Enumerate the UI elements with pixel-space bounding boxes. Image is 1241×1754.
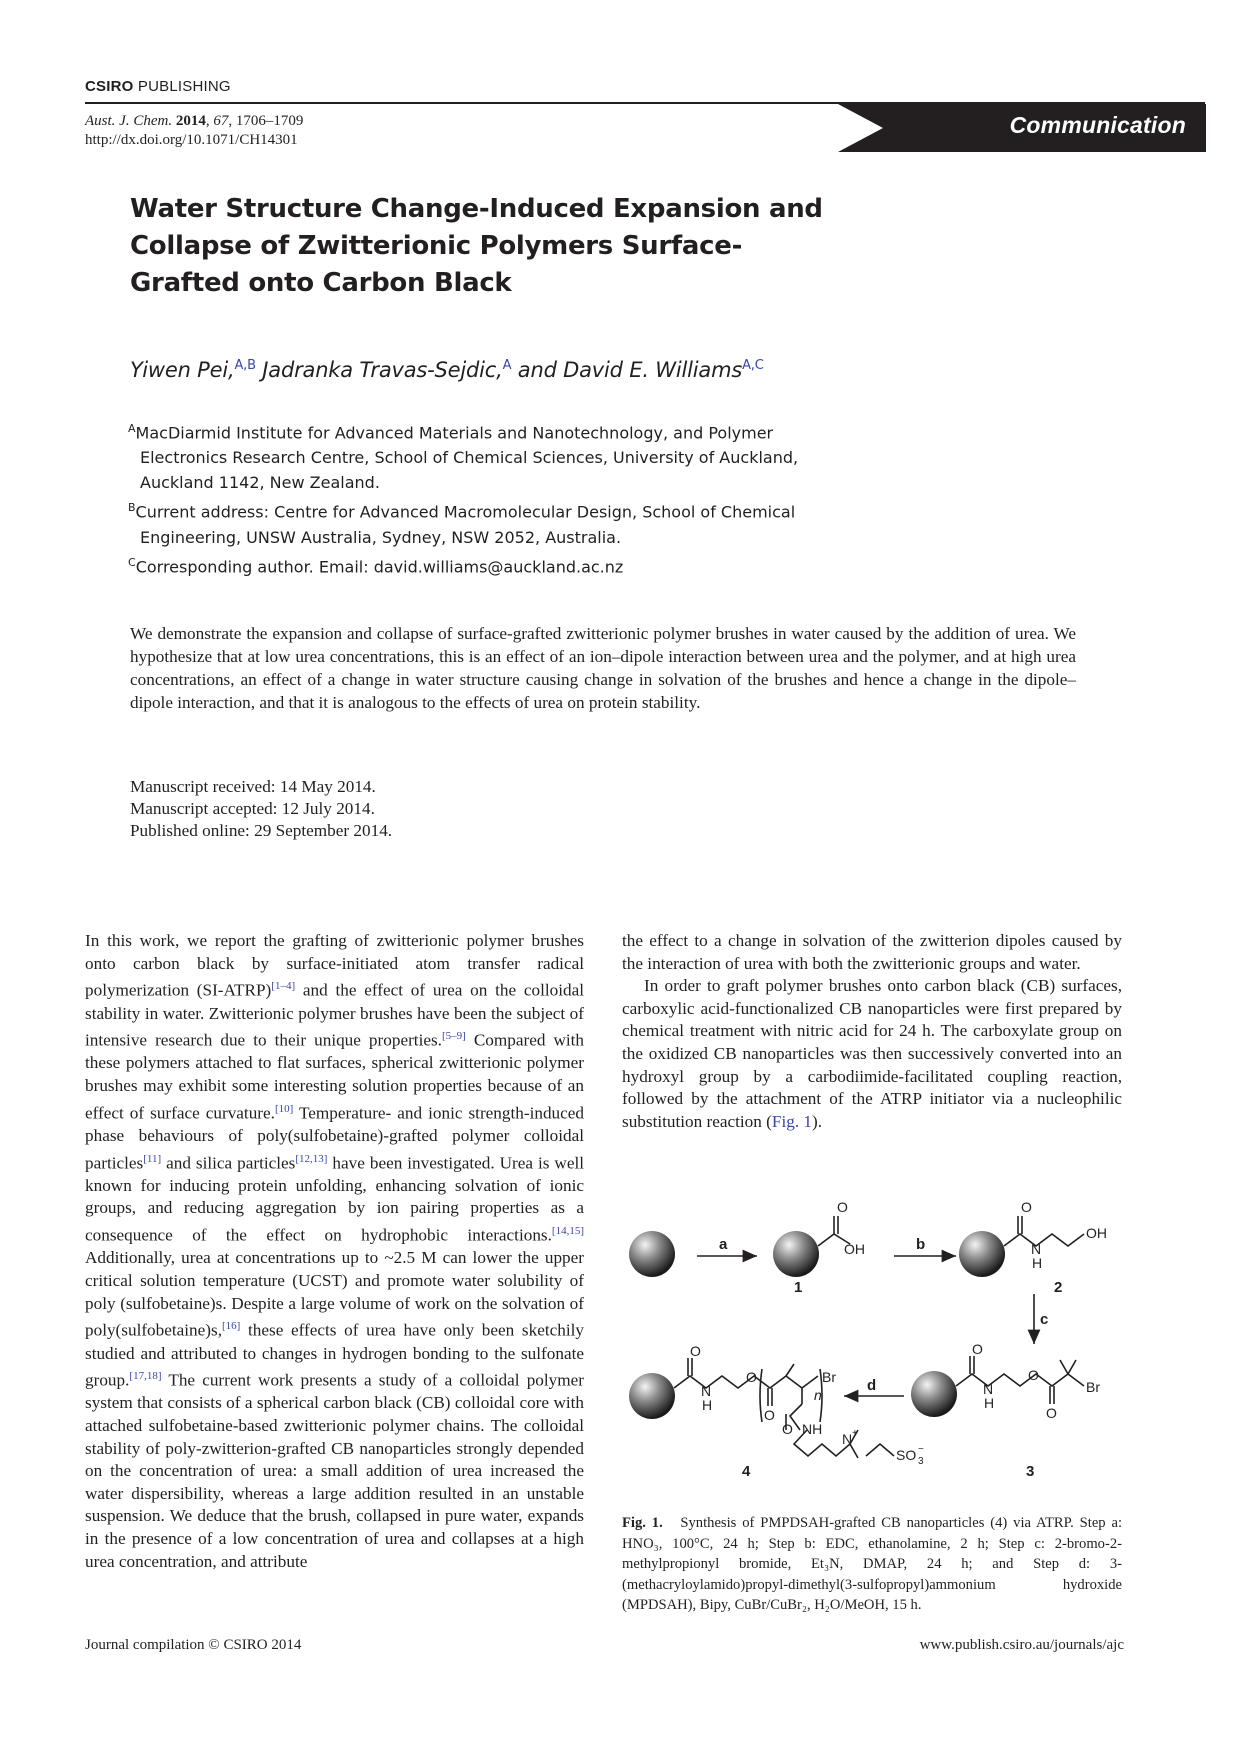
affiliations [128,416,818,579]
step-label-a: a [719,1236,728,1253]
body-text: The current work presents a study of a colloidal polymer system that consists of a spherical carbon black (CB) colloidal core with attached sulfobetaine-based zwitterionic polymer chains. The colloidal stability of poly-zwitterion-grafted CB nanoparticles strongly depended on the concentration of urea: a small addition of urea increased the water dispersibility, whereas a large addition resulted in an unstable suspension. We deduce that the brush, collapsed in pure water, expands in the presence of a low concentration of urea and collapses at a high urea concentration, and attribute [85,1370,584,1571]
citation-ref[interactable]: [11] [143,1152,162,1165]
atom-label: N [1031,1241,1042,1257]
author-3-affil: A,C [742,358,764,373]
caption-label: Fig. 1. [622,1515,663,1531]
citation-ref[interactable]: [12,13] [295,1152,328,1165]
citation-ref[interactable]: [16] [222,1320,241,1333]
carbon-black-particle [629,1373,675,1419]
compound-number: 2 [1054,1279,1063,1296]
atom-label: O [782,1421,793,1437]
date-accepted: Manuscript accepted: 12 July 2014. [130,799,375,818]
body-text: In this work, we report the grafting of zwitterionic polymer brushes onto carbon black by surface-initiated atom transfer radical polymerization (SI-ATRP) [85,931,584,1000]
step-label-c: c [1040,1311,1049,1328]
journal-volume: 67 [213,113,229,129]
publisher-name: CSIRO PUBLISHING [85,78,231,95]
compound-number: 1 [794,1279,803,1296]
figure-link[interactable]: Fig. 1 [771,1111,813,1131]
journal-year: 2014 [175,113,206,129]
citation-ref[interactable]: [17,18] [129,1370,162,1383]
affiliation-a: $^A$MacDiarmid Institute for Advanced Materials and Nanotechnology, and Polymer Electronics Research Centre, School of Chemical Sciences, University of Auckland, Auckland 1142, New Zealand. [128,422,799,493]
body-column-left [85,930,584,1573]
date-published: Published online: 29 September 2014. [130,821,393,840]
body-text: have been investigated. Urea is well known for inducing protein unfolding, enhancing solvation of ionic groups, and reducing aggregation by ion pairing properties as a consequence of the effect on hydrophobic interactions. [85,1153,584,1245]
body-paragraph [85,930,584,1573]
atom-label: Br [1086,1379,1100,1395]
figure-caption [622,1513,1122,1616]
reaction-scheme [622,1194,1122,1489]
atom-label: O [764,1407,775,1423]
author-1-affil: A,B [234,358,256,373]
citation-ref[interactable]: [1–4] [271,980,296,993]
compound-number: 4 [742,1463,751,1480]
journal-pages: , 1706–1709 [228,113,304,129]
citation-block: Aust. J. Chem. 2014, 67, 1706–1709 http://dx.doi.org/10.1071/CH14301 [85,113,304,148]
citation-ref[interactable]: [10] [274,1102,294,1115]
atom-label: O [1021,1199,1032,1215]
atom-label: + [852,1428,858,1439]
footer-url[interactable]: www.publish.csiro.au/journals/ajc [919,1637,1124,1653]
atom-label: N [842,1431,853,1447]
citation-ref[interactable]: [14,15] [551,1225,584,1238]
compound-number: 3 [1026,1463,1035,1480]
atom-label: − [918,1444,924,1455]
body-text: Temperature- and ionic strength-induced phase behaviours of poly(sulfobetaine)-grafted polymer colloidal particles [85,1103,584,1173]
atom-label: H [1032,1255,1043,1271]
doi-link[interactable]: http://dx.doi.org/10.1071/CH14301 [85,132,298,148]
atom-label: n [814,1387,822,1403]
author-list [130,358,764,382]
body-paragraph: the effect to a change in solvation of the zwitterion dipoles caused by the interaction of urea with both the zwitterionic groups and water. [622,931,1122,973]
author-2-affil: A [502,358,512,373]
atom-label: O [690,1343,701,1359]
article-title: Water Structure Change-Induced Expansion and Collapse of Zwitterionic Polymers Surface-Grafted onto Carbon Black [130,194,823,298]
atom-label: 3 [918,1456,924,1467]
body-column-right [622,930,1122,1133]
author-2: Jadranka Travas-Sejdic, [255,358,503,382]
carbon-black-particle [629,1231,675,1277]
manuscript-dates [130,776,392,842]
carbon-black-particle [773,1231,819,1277]
atom-label: O [1028,1367,1039,1383]
abstract: We demonstrate the expansion and collapse of surface-grafted zwitterionic polymer brushes in water caused by the addition of urea. We hypothesize that at low urea concentrations, this is an effect of an ion–dipole interaction between urea and the polymer, and at high urea concentrations, an effect of a change in water structure causing change in solvation of the brushes and hence a change in the dipole–dipole interaction, and that it is analogous to the effects of urea on protein stability. [130,624,1076,712]
footer-copyright: Journal compilation © CSIRO 2014 [85,1637,302,1653]
affiliation-c: $^C$Corresponding author. Email: david.williams@auckland.ac.nz [128,555,624,576]
atom-label: N [701,1383,712,1399]
atom-label: N [983,1381,994,1397]
author-1: Yiwen Pei, [130,358,235,382]
carbon-black-particle [911,1371,957,1417]
atom-label: NH [802,1421,823,1437]
caption-text: Synthesis of PMPDSAH-grafted CB nanoparticles (4) via ATRP. Step a: HNO₃, 100°C, 24 h; Step b: EDC, ethanolamine, 2 h; Step c: 2-bromo-2-methylpropionyl bromide, Et₃N, DMAP, 24 h; and Step d: 3-(methacryloylamido)propyl-dimethyl(3-sulfopropyl)ammonium hydroxide (MPDSAH), Bipy, CuBr/CuBr₂, H₂O/MeOH, 15 h. [622,1515,1123,1613]
atom-label: SO [896,1447,917,1463]
article-type: Communication [1009,112,1186,138]
step-label-b: b [916,1236,926,1253]
date-received: Manuscript received: 14 May 2014. [130,777,376,796]
atom-label: H [984,1395,995,1411]
body-text: Compared with these polymers attached to flat surfaces, spherical zwitterionic polymer brushes may exhibit some interesting solution properties because of an effect of surface curvature. [85,1030,585,1123]
body-text: Additionally, urea at concentrations up to ~2.5 M can lower the upper critical solution temperature (UCST) and promote water solubility of poly (sulfobetaine)s. Despite a large volume of work on the solvation of poly(sulfobetaine)s, [85,1248,584,1340]
author-3: and David E. Williams [511,358,743,382]
body-paragraph: In order to graft polymer brushes onto carbon black (CB) surfaces, carboxylic acid-functionalized CB nanoparticles were first prepared by chemical treatment with nitric acid for 24 h. The carboxylate group on the oxidized CB nanoparticles was then successively converted into an hydroxyl group by a carbodiimide-facilitated coupling reaction, followed by the attachment of the ATRP initiator via a nucleophilic substitution reaction (Fig. 1). [622,976,1122,1131]
journal-name: Aust. J. Chem. [85,113,173,129]
atom-label: H [702,1397,713,1413]
body-text: and the effect of urea on the colloidal stability in water. Zwitterionic polymer brushes have been the subject of intensive research due to their unique properties. [85,980,585,1050]
citation-ref[interactable]: [5–9] [441,1030,466,1043]
atom-label: O [1046,1405,1057,1421]
article-type-banner [838,104,1206,152]
body-text: and silica particles [161,1153,296,1173]
carbon-black-particle [959,1231,1005,1277]
atom-label: OH [844,1241,865,1257]
atom-label: O [837,1199,848,1215]
atom-label: O [972,1341,983,1357]
atom-label: OH [1086,1225,1107,1241]
affiliation-b: $^B$Current address: Centre for Advanced Macromolecular Design, School of Chemical Engineering, UNSW Australia, Sydney, NSW 2052, Australia. [128,501,796,547]
body-text: these effects of urea have only been sketchily studied and attributed to changes in hydrogen bonding to the sulfonate group. [85,1320,584,1390]
atom-label: O [746,1369,757,1385]
step-label-d: d [867,1377,877,1394]
atom-label: Br [822,1369,836,1385]
